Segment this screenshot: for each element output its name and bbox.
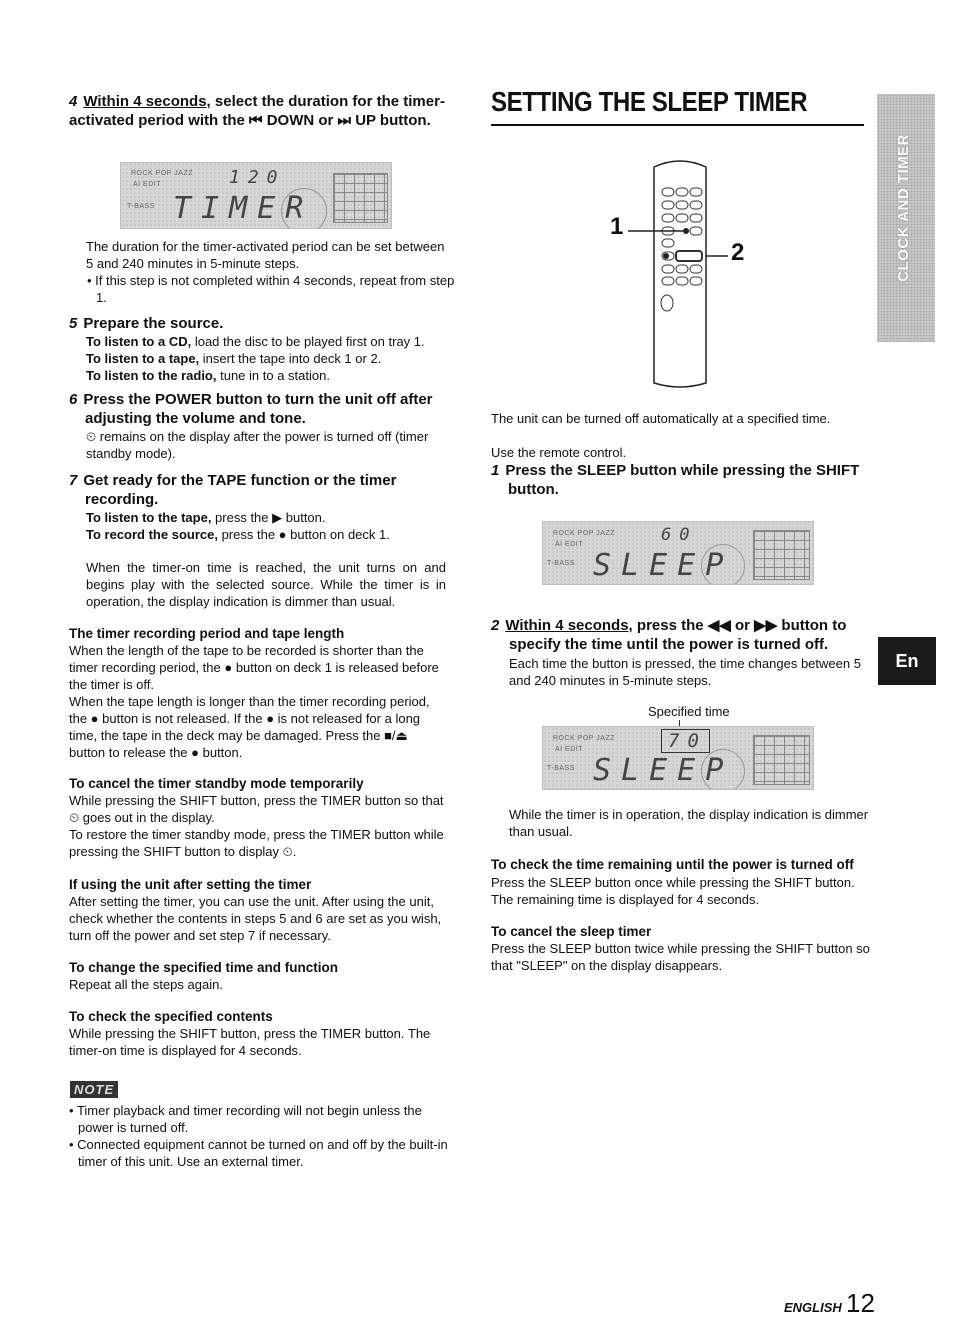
sleep-lcd-display [542,521,814,585]
sleep-step-2-lead: Within 4 seconds, [505,617,633,634]
step-7-lines [86,509,448,543]
sleep-step-2-description: Each time the button is pressed, the time changes between 5 and 240 minutes in 5-minute steps. [509,656,861,688]
section-text: Press the SLEEP button once while pressing the SHIFT button. The remaining time is displayed for 4 seconds. [491,875,855,907]
step-5-line [86,367,448,384]
step-number: 7 [69,472,78,489]
section-title: To cancel the sleep timer [491,924,652,939]
section-text: Repeat all the steps again. [69,977,223,992]
line-text: tune in to a station. [216,368,330,383]
line-lead: To listen to a CD, [86,334,192,349]
step-4-text: select the duration for the timer-activated period with the ⏮ DOWN or ⏭ UP button. [69,93,445,129]
step-7-line [86,526,448,543]
sleep-step-1-heading [491,461,888,499]
lcd-edit-label: AI EDIT [555,541,584,548]
intro-text: The unit can be turned off automatically at a specified time. [491,411,831,426]
note-badge [70,1081,118,1099]
lcd-digits: 70 [661,729,710,753]
section-title: The timer recording period and tape length [69,626,345,641]
language-tab: En [878,637,936,685]
step-5-title: Prepare the source. [83,315,224,332]
section-text: Press the SLEEP button twice while pressing the SHIFT button so that "SLEEP" on the display disappears. [491,941,870,973]
footer-language-label: ENGLISH [784,1300,842,1315]
step-number: 1 [491,462,500,479]
lcd-tbass-label: T-BASS [547,765,575,772]
lcd-edit-label: AI EDIT [133,181,162,188]
step-4-heading [69,92,447,130]
step-7-heading [69,471,465,509]
lcd-digits: 120 [229,167,286,188]
lcd-edit-label: AI EDIT [555,746,584,753]
remote-control-icon [610,155,770,395]
heading-rule [491,124,864,126]
lcd-disc-graphic [701,749,745,790]
section-title: To check the time remaining until the power is turned off [491,857,854,872]
note-item: • Connected equipment cannot be turned on and off by the built-in timer of this unit. Use an external timer. [69,1136,449,1170]
note-item: • Timer playback and timer recording will not begin unless the power is turned off. [69,1102,449,1136]
specified-time-callout: Specified time [648,704,730,719]
section-title: To cancel the timer standby mode temporarily [69,776,364,791]
remote-control-illustration [610,155,770,395]
line-lead: To listen to a tape, [86,351,200,366]
lcd-word: SLEEP [593,753,734,788]
line-lead: To record the source, [86,527,218,542]
sleep-step-1-title: Press the SLEEP button while pressing the SHIFT button. [505,462,860,498]
note-list [69,1102,449,1170]
section-text: While pressing the SHIFT button, press the TIMER button so that ⏲ goes out in the display. To restore the timer standby mode, press the TIMER button while pressing the SHIFT button to display ⏲. [69,793,444,859]
line-text: load the disc to be played first on tray 1. [191,334,425,349]
step-4-lead: Within 4 seconds, [83,93,211,110]
side-tab-label: CLOCK AND TIMER [895,134,912,282]
line-text: insert the tape into deck 1 or 2. [199,351,382,366]
step-5-lines [86,333,448,384]
lcd-tbass-label: T-BASS [547,560,575,567]
line-text: press the ▶ button. [211,510,326,525]
step-6-description: ⏲ remains on the display after the power is turned off (timer standby mode). [86,429,429,461]
step-7-line [86,509,448,526]
sleep-step-2-title: press the ◀◀ or ▶▶ button to specify the time until the power is turned off. [509,617,847,653]
step-4-description: The duration for the timer-activated period can be set between 5 and 240 minutes in 5-minute steps. [86,239,445,271]
note-label: NOTE [70,1081,118,1098]
step-number: 6 [69,391,78,408]
line-text: press the ● button on deck 1. [217,527,390,542]
page-number: 12 [846,1288,875,1318]
lcd-eq-labels: ROCK POP JAZZ [131,170,193,177]
lcd-eq-labels: ROCK POP JAZZ [553,530,615,537]
line-lead: To listen to the tape, [86,510,212,525]
sleep-step-2-after: While the timer is in operation, the display indication is dimmer than usual. [509,807,869,839]
lcd-spectrum-grid [753,530,810,580]
section-side-tab [877,94,935,342]
callout-2: 2 [731,239,745,266]
step-number: 5 [69,315,78,332]
step-6-heading [69,390,465,428]
lcd-eq-labels: ROCK POP JAZZ [553,735,615,742]
callout-1: 1 [610,213,624,240]
section-text: While pressing the SHIFT button, press the TIMER button. The timer-on time is displayed for 4 seconds. [69,1026,431,1058]
section-title: To check the specified contents [69,1009,273,1024]
section-title: To change the specified time and function [69,960,339,975]
lcd-tbass-label: T-BASS [127,203,155,210]
lcd-disc-graphic [281,188,327,229]
section-text: After setting the timer, you can use the unit. After using the unit, check whether the contents in steps 5 and 6 are set as you wish, turn off the power and set step 7 if necessary. [69,894,442,943]
step-5-line [86,333,448,350]
lcd-disc-graphic [701,544,745,585]
line-lead: To listen to the radio, [86,368,217,383]
lcd-word: SLEEP [593,548,734,583]
lcd-word: TIMER [173,191,314,226]
lcd-digits: 60 [661,525,698,545]
step-5-line [86,350,448,367]
step-number: 2 [491,617,500,634]
step-number: 4 [69,93,78,110]
step-7-description: When the timer-on time is reached, the unit turns on and begins play with the selected source. While the timer is in operation, the display indication is dimmer than usual. [86,560,446,609]
specified-time-lcd-display [542,726,814,790]
lcd-spectrum-grid [753,735,810,785]
timer-lcd-display [120,162,392,229]
step-7-title: Get ready for the TAPE function or the timer recording. [83,472,397,508]
step-5-heading [69,314,447,333]
page-heading: SETTING THE SLEEP TIMER [491,86,808,117]
lcd-spectrum-grid [333,173,388,223]
sleep-step-2-heading [491,616,891,654]
section-title: If using the unit after setting the timer [69,877,312,892]
step-6-title: Press the POWER button to turn the unit off after adjusting the volume and tone. [83,391,433,427]
section-text: When the length of the tape to be recorded is shorter than the timer recording period, the ● button on deck 1 is released before the timer is off. When the tape length is longer than the timer recording period, the ● button is not released. If the ● is not released for a long time, the tape in the deck may be damaged. Press the ■/⏏ button to release the ● button. [69,643,439,760]
intro-text-2: Use the remote control. [491,445,627,460]
step-4-bullet: • If this step is not completed within 4 seconds, repeat from step 1. [86,272,456,306]
